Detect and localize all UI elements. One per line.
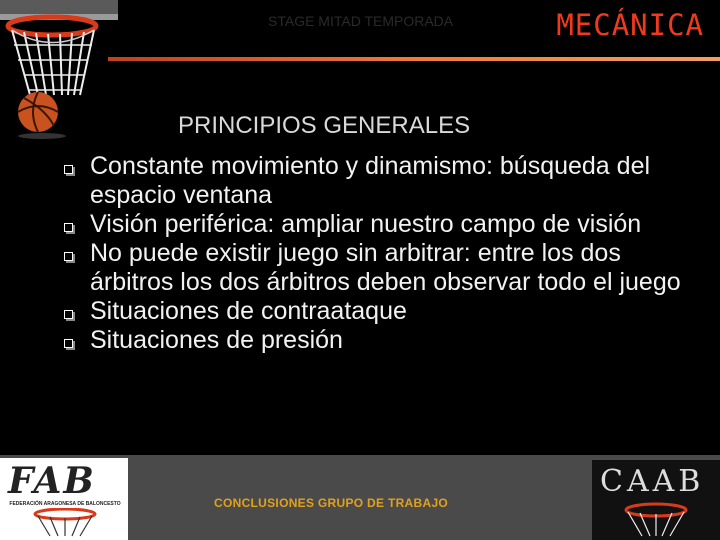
- fab-logo: [0, 458, 128, 540]
- checkbox-bullet-icon: [64, 310, 73, 319]
- footer-caption: CONCLUSIONES GRUPO DE TRABAJO: [214, 496, 449, 510]
- fab-logo-subtext: FEDERACIÓN ARAGONESA DE BALONCESTO: [9, 501, 121, 507]
- list-item: [90, 297, 710, 326]
- checkbox-bullet-icon: [64, 165, 73, 174]
- list-item: [90, 326, 710, 355]
- checkbox-bullet-icon: [64, 252, 73, 261]
- list-item-text: Visión periférica: ampliar nuestro campo de visión: [90, 210, 642, 238]
- list-item: [90, 239, 710, 297]
- checkbox-bullet-icon: [64, 223, 73, 232]
- list-item-text: No puede existir juego sin arbitrar: entre los dos árbitros los dos árbitros deben observar todo el juego: [90, 239, 681, 296]
- fab-logo-text: FAB: [8, 460, 96, 502]
- list-item: [90, 152, 710, 210]
- caab-logo: [592, 460, 720, 540]
- list-item-text: Situaciones de presión: [90, 326, 343, 354]
- list-item-text: Situaciones de contraataque: [90, 297, 407, 325]
- checkbox-bullet-icon: [64, 339, 73, 348]
- section-title: PRINCIPIOS GENERALES: [178, 112, 471, 139]
- slide-heading: MECÁNICA: [556, 8, 704, 42]
- list-item: [90, 210, 710, 239]
- event-title: STAGE MITAD TEMPORADA: [268, 13, 454, 29]
- caab-logo-text: CAAB: [600, 464, 705, 499]
- basketball-hoop-icon: [30, 508, 100, 538]
- basketball-hoop-icon: [0, 0, 130, 140]
- list-item-text: Constante movimiento y dinamismo: búsqueda del espacio ventana: [90, 152, 651, 209]
- bullet-list: [90, 152, 710, 355]
- basketball-hoop-icon: [618, 500, 694, 538]
- header-divider: [108, 57, 720, 61]
